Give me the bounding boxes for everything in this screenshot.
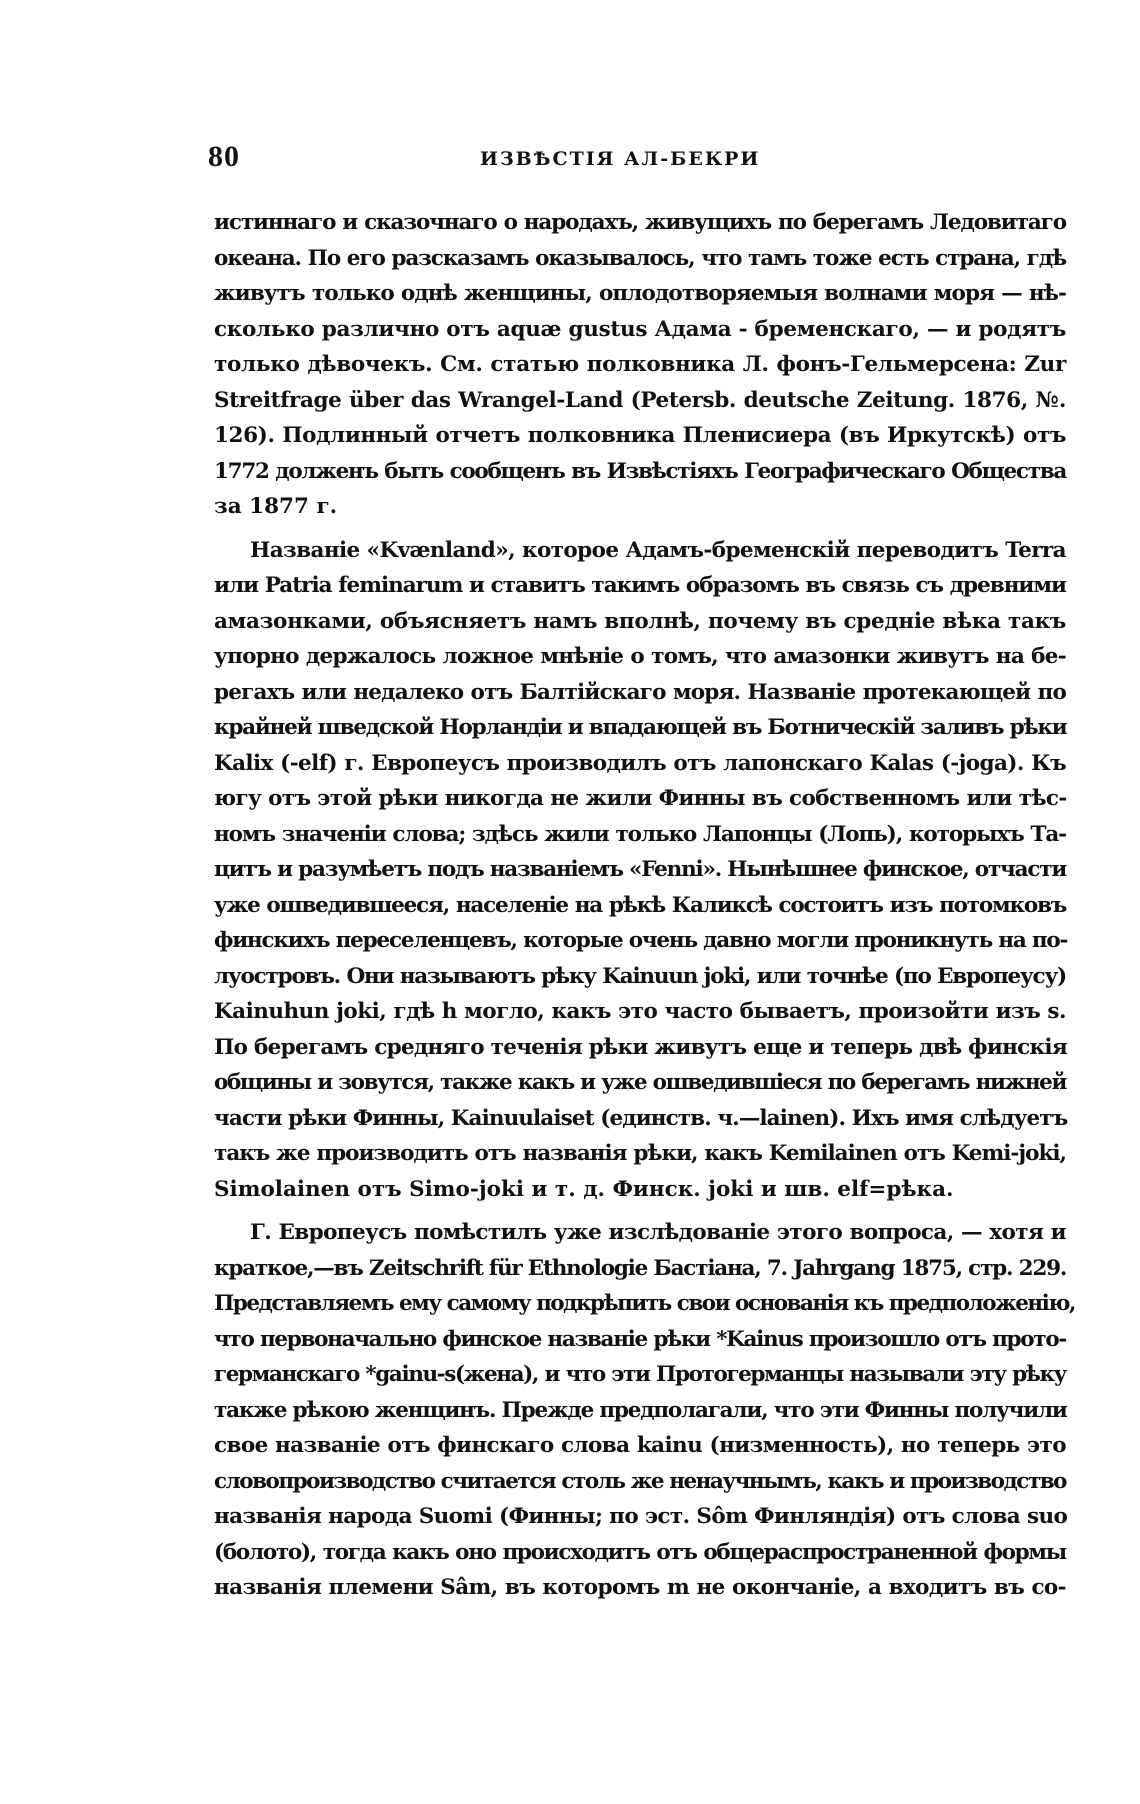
text-line: за 1877 г.	[214, 494, 338, 519]
text-line: Названіе «Kvænland», которое Адамъ-бременскій переводитъ Terra	[250, 537, 1066, 563]
text-line: сколько различно отъ aquæ gustus Адама - бременскаго, — и родятъ	[214, 316, 1066, 342]
text-line: Simolainen отъ Simo-joki и т. д. Финск. joki и шв. elf=рѣка.	[214, 1176, 954, 1202]
text-line: части рѣки Финны, Kainuulaiset (единств. ч.—lainen). Ихъ имя слѣдуетъ	[214, 1105, 1068, 1131]
text-line: что первоначально финское названіе рѣки *Kainus произошло отъ прото-	[214, 1326, 1066, 1352]
text-line: живутъ только однѣ женщины, оплодотворяемыя волнами моря — нѣ-	[214, 281, 1066, 306]
text-line: или Patria feminarum и ставитъ такимъ образомъ въ связь съ древними	[214, 573, 1066, 598]
text-line: финскихъ переселенцевъ, которые очень давно могли проникнуть на по-	[214, 928, 1068, 953]
text-line: номъ значеніи слова; здѣсь жили только Лапонцы (Лопь), которыхъ Та-	[214, 821, 1066, 847]
text-line: (болото), тогда какъ оно происходитъ отъ общераспространенной формы	[214, 1539, 1066, 1565]
text-line: Представляемъ ему самому подкрѣпить свои основанія къ предположенію,	[214, 1291, 1075, 1316]
text-line: По берегамъ средняго теченія рѣки живутъ еще и теперь двѣ финскія	[214, 1034, 1068, 1060]
text-line: краткое,—въ Zeitschrift für Ethnologie Бастіана, 7. Jahrgang 1875, стр. 229.	[214, 1255, 1067, 1281]
text-line: регахъ или недалеко отъ Балтійскаго моря. Названіе протекающей по	[214, 679, 1066, 705]
text-line: словопроизводство считается столь же ненаучнымъ, какъ и производство	[214, 1468, 1066, 1494]
text-line: океана. По его разсказамъ оказывалось, что тамъ тоже есть страна, гдѣ	[214, 245, 1066, 271]
text-line: названія народа Suomi (Финны; по эст. Sôm Финляндія) отъ слова suo	[214, 1504, 1068, 1529]
text-line: луостровъ. Они называютъ рѣку Kainuun joki, или точнѣе (по Европеусу)	[214, 963, 1066, 989]
text-line: Kalix (-elf) г. Европеусъ производилъ отъ лапонскаго Kalas (-joga). Къ	[214, 750, 1066, 776]
text-line: общины и зовутся, также какъ и уже ошведившіеся по берегамъ нижней	[214, 1070, 1066, 1095]
text-line: югу отъ этой рѣки никогда не жили Финны въ собственномъ или тѣс-	[214, 786, 1067, 811]
paragraph-3	[214, 1215, 1075, 1606]
text-line: амазонками, объясняетъ намъ вполнѣ, почему въ средніе вѣка такъ	[214, 608, 1066, 634]
text-line: 1772 долженъ быть сообщенъ въ Извѣстіяхъ Географическаго Общества	[214, 458, 1066, 484]
text-line: упорно держалось ложное мнѣніе о томъ, что амазонки живутъ на бе-	[214, 644, 1066, 669]
text-line: названія племени Sâm, въ которомъ m не окончаніе, а входитъ въ со-	[214, 1575, 1066, 1600]
text-line: также рѣкою женщинъ. Прежде предполагали, что эти Финны получили	[214, 1397, 1067, 1423]
page-number: 80	[208, 140, 240, 173]
text-line: Г. Европеусъ помѣстилъ уже изслѣдованіе этого вопроса, — хотя и	[250, 1220, 1066, 1245]
text-line: Streitfrage über das Wrangel-Land (Petersb. deutsche Zeitung. 1876, №.	[214, 387, 1066, 413]
text-line: такъ же производить отъ названія рѣки, какъ Kemilainen отъ Kemi-joki,	[214, 1141, 1066, 1166]
body-text	[214, 205, 1075, 1614]
text-line: истиннаго и сказочнаго о народахъ, живущихъ по берегамъ Ледовитаго	[214, 210, 1066, 235]
text-line: уже ошведившееся, населеніе на рѣкѣ Каликсѣ состоитъ изъ потомковъ	[214, 892, 1066, 918]
text-line: 126). Подлинный отчетъ полковника Пленисиера (въ Иркутскѣ) отъ	[214, 423, 1066, 448]
text-line: свое названіе отъ финскаго слова kainu (низменность), но теперь это	[214, 1433, 1066, 1458]
paragraph-1	[214, 205, 1066, 525]
text-line: крайней шведской Норландіи и впадающей въ Ботническій заливъ рѣки	[214, 715, 1067, 740]
text-line: только дѣвочекъ. См. статью полковника Л. фонъ-Гельмерсена: Zur	[214, 352, 1066, 377]
paragraph-2	[214, 533, 1066, 1208]
running-title: ИЗВѢСТІЯ АЛ-БЕКРИ	[480, 148, 761, 170]
text-line: германскаго *gainu-s(жена), и что эти Протогерманцы называли эту рѣку	[214, 1362, 1066, 1387]
text-line: цитъ и разумѣетъ подъ названіемъ «Fenni». Нынѣшнее финское, отчасти	[214, 857, 1067, 882]
text-line: Kainuhun joki, гдѣ h могло, какъ это часто бываетъ, произойти изъ s.	[214, 999, 1066, 1024]
